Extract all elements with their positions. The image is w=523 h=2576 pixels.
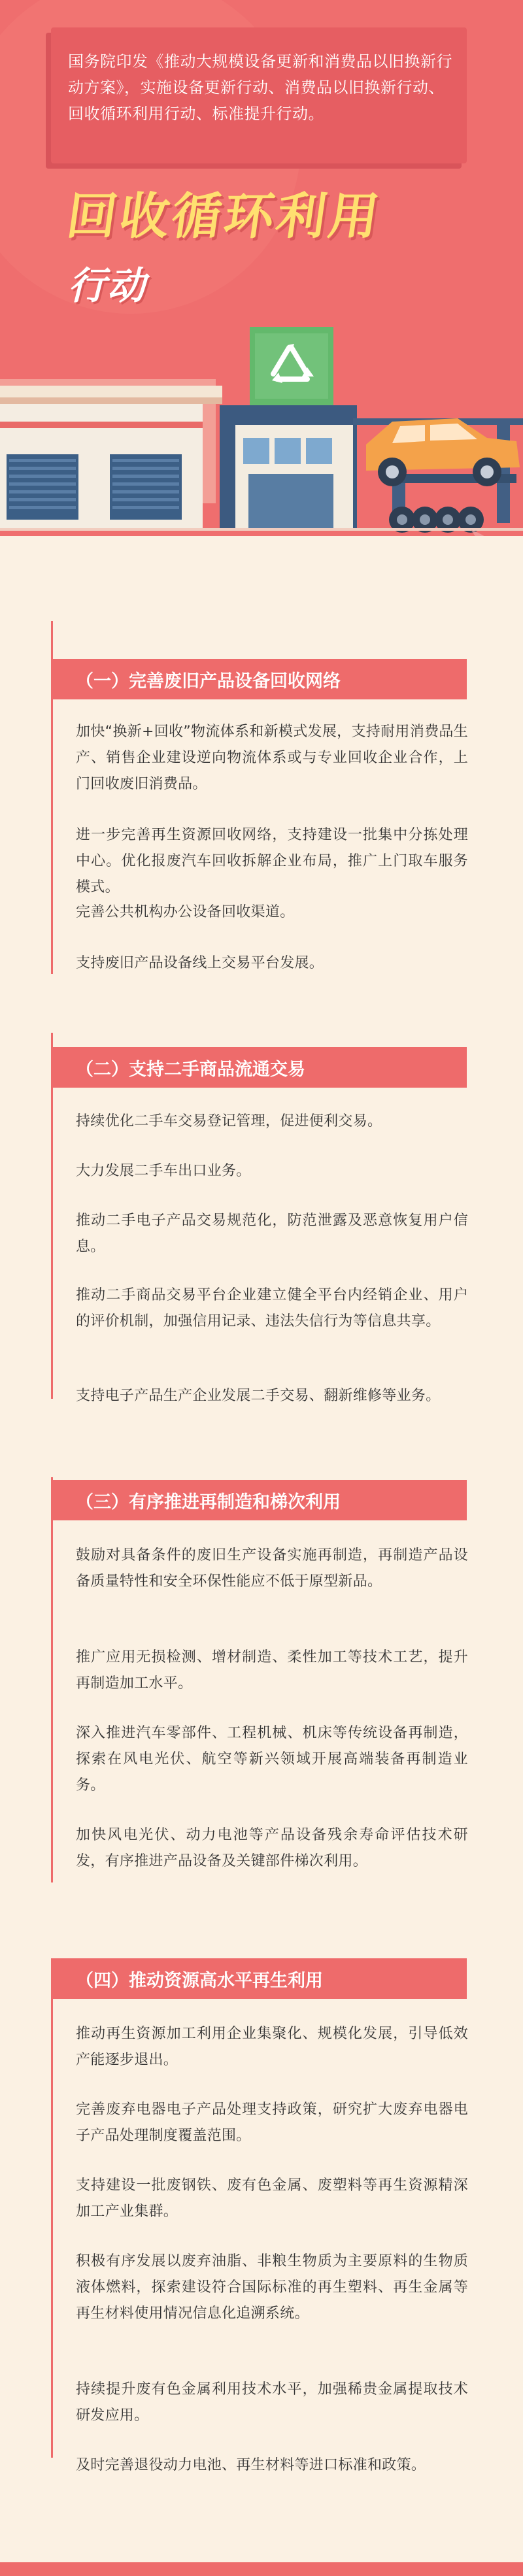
section-2-paragraph-3: 推动二手电子产品交易规范化，防范泄露及恶意恢复用户信息。 xyxy=(76,1213,468,1255)
section-2-paragraph-4: 推动二手商品交易平台企业建立健全平台内经销企业、用户的评价机制，加强信用记录、违法失信行为等信息共享。 xyxy=(76,1287,468,1330)
section-1-heading xyxy=(51,659,467,699)
section-1-heading-text: （一）完善废旧产品设备回收网络 xyxy=(76,671,341,692)
section-3-rule xyxy=(51,1477,53,1882)
section-2-heading xyxy=(51,1047,467,1088)
section-1-paragraph-3: 完善公共机构办公设备回收渠道。 xyxy=(76,904,295,920)
page-title: 回收循环利用 xyxy=(63,187,386,245)
intro-text: 国务院印发《推动大规模设备更新和消费品以旧换新行动方案》，实施设备更新行动、消费品以旧换新行动、回收循环利用行动、标准提升行动。 xyxy=(68,52,452,123)
recycling-station-illustration xyxy=(0,307,523,575)
hero-banner xyxy=(0,0,523,575)
section-4-paragraph-6: 及时完善退役动力电池、再生材料等进口标准和政策。 xyxy=(76,2457,426,2473)
section-2-paragraph-2: 大力发展二手车出口业务。 xyxy=(76,1163,251,1179)
footer-bar xyxy=(0,2562,523,2576)
section-1-paragraph-1: 加快“换新+回收”物流体系和新模式发展，支持耐用消费品生产、销售企业建设逆向物流体系或与专业回收企业合作，上门回收废旧消费品。 xyxy=(76,724,468,792)
section-3-paragraph-4: 加快风电光伏、动力电池等产品设备残余寿命评估技术研发，有序推进产品设备及关键部件梯次利用。 xyxy=(76,1827,468,1869)
section-3-paragraph-2: 推广应用无损检测、增材制造、柔性加工等技术工艺，提升再制造加工水平。 xyxy=(76,1649,468,1692)
section-4-paragraph-1: 推动再生资源加工利用企业集聚化、规模化发展，引导低效产能逐步退出。 xyxy=(76,2026,468,2068)
section-4-paragraph-2: 完善废弃电器电子产品处理支持政策，研究扩大废弃电器电子产品处理制度覆盖范围。 xyxy=(76,2101,468,2144)
section-4-heading-text: （四）推动资源高水平再生利用 xyxy=(76,1971,323,1991)
section-4-rule xyxy=(51,1961,53,2458)
section-3-paragraph-1: 鼓励对具备条件的废旧生产设备实施再制造，再制造产品设备质量特性和安全环保性能应不低于原型新品。 xyxy=(76,1547,468,1590)
section-4-paragraph-5: 持续提升废有色金属利用技术水平，加强稀贵金属提取技术研发应用。 xyxy=(76,2381,468,2424)
section-3-heading xyxy=(51,1480,467,1520)
section-4-heading xyxy=(51,1958,467,1999)
section-1-paragraph-2: 进一步完善再生资源回收网络，支持建设一批集中分拣处理中心。优化报废汽车回收拆解企业布局，推广上门取车服务模式。 xyxy=(76,827,468,895)
section-2-paragraph-5: 支持电子产品生产企业发展二手交易、翻新维修等业务。 xyxy=(76,1388,441,1404)
section-4-paragraph-3: 支持建设一批废钢铁、废有色金属、废塑料等再生资源精深加工产业集群。 xyxy=(76,2177,468,2220)
page-subtitle: 行动 xyxy=(68,263,147,308)
section-3-heading-text: （三）有序推进再制造和梯次利用 xyxy=(76,1492,341,1513)
section-1-paragraph-4: 支持废旧产品设备线上交易平台发展。 xyxy=(76,955,324,971)
section-2-rule xyxy=(51,1033,53,1399)
section-4-paragraph-4: 积极有序发展以废弃油脂、非粮生物质为主要原料的生物质液体燃料，探索建设符合国际标准的再生塑料、再生金属等再生材料使用情况信息化追溯系统。 xyxy=(76,2253,468,2322)
section-3-paragraph-3: 深入推进汽车零部件、工程机械、机床等传统设备再制造，探索在风电光伏、航空等新兴领域开展高端装备再制造业务。 xyxy=(76,1725,468,1794)
content-area xyxy=(0,575,523,2562)
section-2-heading-text: （二）支持二手商品流通交易 xyxy=(76,1060,305,1080)
section-2-paragraph-1: 持续优化二手车交易登记管理，促进便利交易。 xyxy=(76,1113,382,1129)
